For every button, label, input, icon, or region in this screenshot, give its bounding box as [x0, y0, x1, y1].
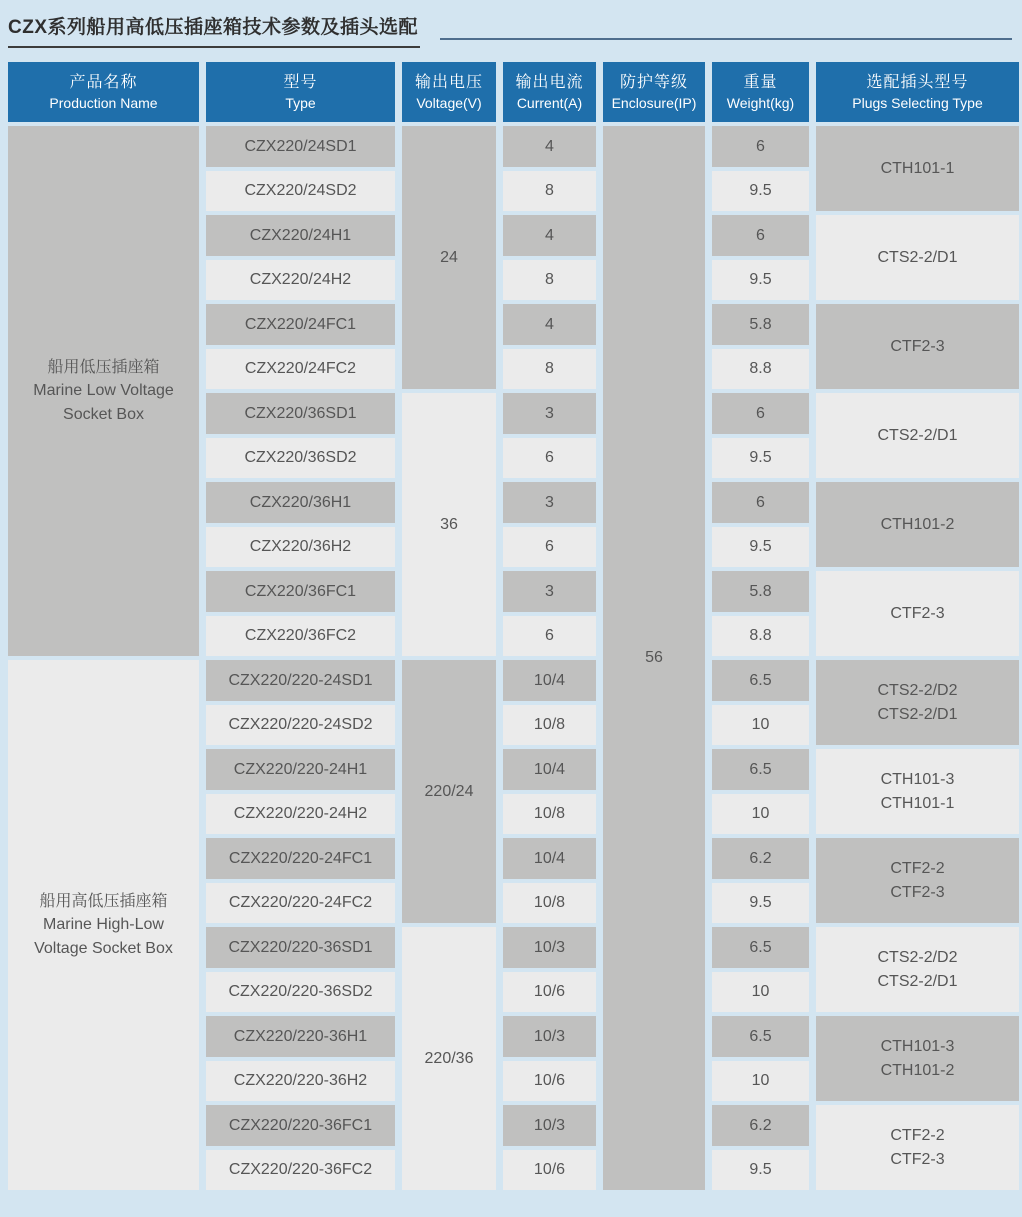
- current-cell-text: 4: [545, 315, 554, 333]
- plug-type-cell-text: CTS2-2/D1: [877, 426, 958, 444]
- plug-type-cell: [816, 215, 1019, 300]
- current-cell-text: 8: [545, 360, 554, 378]
- type-cell: [206, 393, 395, 434]
- plug-type-cell: [816, 393, 1019, 478]
- weight-cell-text: 6: [756, 137, 765, 155]
- spec-table: [8, 62, 1019, 1190]
- column-header-en: Weight(kg): [726, 95, 795, 112]
- column-header-voltage: [402, 62, 496, 122]
- weight-cell-text: 6.2: [749, 849, 772, 867]
- current-cell: [503, 616, 596, 657]
- weight-cell: [712, 927, 809, 968]
- column-header-zh: 防护等级: [619, 73, 688, 91]
- weight-cell: [712, 126, 809, 167]
- product-name-cell: [8, 126, 199, 656]
- plug-type-cell-text: CTS2-2/D1: [877, 972, 958, 990]
- plug-type-cell: [816, 660, 1019, 745]
- current-cell-text: 10/6: [533, 983, 566, 1001]
- type-cell: [206, 927, 395, 968]
- type-cell-text: CZX220/220-24FC1: [228, 849, 373, 867]
- current-cell: [503, 927, 596, 968]
- column-header-enclosure: [603, 62, 705, 122]
- product-name-cell-text: Voltage Socket Box: [34, 939, 173, 957]
- column-header-zh: 产品名称: [69, 73, 138, 91]
- current-cell-text: 3: [545, 493, 554, 511]
- type-cell: [206, 215, 395, 256]
- current-cell-text: 10/8: [533, 805, 566, 823]
- voltage-cell-text: 220/36: [424, 1049, 474, 1067]
- current-cell: [503, 393, 596, 434]
- type-cell: [206, 705, 395, 746]
- type-cell: [206, 304, 395, 345]
- current-cell-text: 10/8: [533, 894, 566, 912]
- column-header-zh: 输出电流: [515, 73, 584, 91]
- plug-type-cell: [816, 1105, 1019, 1190]
- plug-type-cell-text: CTF2-3: [890, 604, 945, 622]
- current-cell: [503, 1016, 596, 1057]
- type-cell-text: CZX220/220-36SD1: [228, 938, 373, 956]
- type-cell-text: CZX220/36SD1: [244, 404, 357, 422]
- current-cell-text: 10/3: [533, 1027, 566, 1045]
- current-cell-text: 10/4: [533, 760, 566, 778]
- type-cell-text: CZX220/220-24FC2: [228, 894, 373, 912]
- weight-cell: [712, 1105, 809, 1146]
- type-cell-text: CZX220/24SD2: [244, 182, 357, 200]
- type-cell: [206, 1105, 395, 1146]
- type-cell-text: CZX220/24FC1: [244, 315, 357, 333]
- plug-type-cell: [816, 838, 1019, 923]
- current-cell: [503, 883, 596, 924]
- type-cell-text: CZX220/220-36FC1: [228, 1116, 373, 1134]
- weight-cell-text: 6: [756, 226, 765, 244]
- weight-cell: [712, 794, 809, 835]
- weight-cell: [712, 527, 809, 568]
- type-cell: [206, 794, 395, 835]
- current-cell: [503, 705, 596, 746]
- plug-type-cell-text: CTF2-2: [890, 860, 945, 878]
- current-cell: [503, 304, 596, 345]
- weight-cell: [712, 972, 809, 1013]
- type-cell-text: CZX220/220-24H1: [233, 760, 368, 778]
- type-cell: [206, 1061, 395, 1102]
- type-cell-text: CZX220/24H1: [249, 226, 352, 244]
- type-cell-text: CZX220/36FC2: [244, 627, 357, 645]
- type-cell-text: CZX220/36H2: [249, 538, 352, 556]
- current-cell: [503, 794, 596, 835]
- column-header-current: [503, 62, 596, 122]
- weight-cell-text: 5.8: [749, 582, 772, 600]
- weight-cell: [712, 393, 809, 434]
- type-cell: [206, 571, 395, 612]
- column-header-zh: 重量: [743, 73, 778, 91]
- type-cell-text: CZX220/220-24H2: [233, 805, 368, 823]
- weight-cell-text: 6.2: [749, 1116, 772, 1134]
- current-cell: [503, 260, 596, 301]
- column-header-zh: 输出电压: [414, 73, 483, 91]
- weight-cell-text: 9.5: [749, 271, 772, 289]
- current-cell: [503, 349, 596, 390]
- plug-type-cell: [816, 927, 1019, 1012]
- type-cell: [206, 838, 395, 879]
- current-cell: [503, 438, 596, 479]
- weight-cell-text: 6: [756, 404, 765, 422]
- weight-cell-text: 8.8: [749, 627, 772, 645]
- weight-cell: [712, 349, 809, 390]
- plug-type-cell: [816, 571, 1019, 656]
- plug-type-cell: [816, 126, 1019, 211]
- plug-type-cell-text: CTF2-2: [890, 1127, 945, 1145]
- weight-cell-text: 6.5: [749, 1027, 772, 1045]
- weight-cell: [712, 1016, 809, 1057]
- type-cell-text: CZX220/220-36SD2: [228, 983, 373, 1001]
- weight-cell-text: 8.8: [749, 360, 772, 378]
- type-cell-text: CZX220/220-24SD1: [228, 671, 373, 689]
- column-header-en: Production Name: [49, 95, 158, 112]
- voltage-cell-text: 220/24: [424, 782, 474, 800]
- plug-type-cell-text: CTF2-3: [890, 337, 945, 355]
- column-header-en: Enclosure(IP): [611, 95, 697, 112]
- weight-cell-text: 6.5: [749, 671, 772, 689]
- weight-cell-text: 6.5: [749, 938, 772, 956]
- weight-cell: [712, 571, 809, 612]
- weight-cell-text: 10: [751, 716, 770, 734]
- type-cell: [206, 171, 395, 212]
- column-header-production-name: [8, 62, 199, 122]
- current-cell: [503, 660, 596, 701]
- current-cell-text: 10/3: [533, 938, 566, 956]
- weight-cell-text: 5.8: [749, 315, 772, 333]
- plug-type-cell: [816, 482, 1019, 567]
- type-cell: [206, 972, 395, 1013]
- column-header-type: [206, 62, 395, 122]
- plug-type-cell: [816, 1016, 1019, 1101]
- weight-cell: [712, 883, 809, 924]
- weight-cell: [712, 749, 809, 790]
- current-cell: [503, 527, 596, 568]
- plug-type-cell: [816, 304, 1019, 389]
- type-cell: [206, 349, 395, 390]
- weight-cell-text: 9.5: [749, 449, 772, 467]
- current-cell-text: 10/4: [533, 849, 566, 867]
- weight-cell: [712, 705, 809, 746]
- product-name-cell-text: Socket Box: [63, 405, 144, 423]
- weight-cell: [712, 482, 809, 523]
- current-cell-text: 3: [545, 582, 554, 600]
- product-name-cell: [8, 660, 199, 1190]
- column-header-weight: [712, 62, 809, 122]
- current-cell-text: 10/8: [533, 716, 566, 734]
- current-cell: [503, 215, 596, 256]
- column-header-plugs: [816, 62, 1019, 122]
- type-cell: [206, 260, 395, 301]
- current-cell-text: 6: [545, 449, 554, 467]
- current-cell: [503, 171, 596, 212]
- current-cell-text: 4: [545, 226, 554, 244]
- voltage-cell: [402, 927, 496, 1190]
- weight-cell: [712, 304, 809, 345]
- column-header-en: Voltage(V): [416, 95, 482, 112]
- voltage-cell-text: 24: [440, 248, 458, 266]
- plug-type-cell-text: CTH101-3: [880, 771, 955, 789]
- weight-cell: [712, 616, 809, 657]
- plug-type-cell-text: CTF2-3: [890, 1150, 945, 1168]
- plug-type-cell-text: CTS2-2/D1: [877, 705, 958, 723]
- current-cell-text: 8: [545, 182, 554, 200]
- type-cell: [206, 438, 395, 479]
- page-title-row: [8, 12, 1012, 48]
- type-cell-text: CZX220/36H1: [249, 493, 352, 511]
- weight-cell-text: 6.5: [749, 760, 772, 778]
- current-cell: [503, 1061, 596, 1102]
- column-header-en: Plugs Selecting Type: [852, 95, 983, 112]
- voltage-cell: [402, 126, 496, 389]
- current-cell-text: 10/6: [533, 1161, 566, 1179]
- current-cell-text: 10/6: [533, 1072, 566, 1090]
- type-cell: [206, 527, 395, 568]
- current-cell: [503, 972, 596, 1013]
- plug-type-cell-text: CTF2-3: [890, 883, 945, 901]
- current-cell-text: 3: [545, 404, 554, 422]
- weight-cell: [712, 260, 809, 301]
- product-name-cell-text: Marine High-Low: [43, 916, 164, 934]
- weight-cell: [712, 171, 809, 212]
- weight-cell-text: 10: [751, 1072, 770, 1090]
- current-cell-text: 10/4: [533, 671, 566, 689]
- type-cell-text: CZX220/220-36H1: [233, 1027, 368, 1045]
- type-cell: [206, 883, 395, 924]
- weight-cell-text: 10: [751, 805, 770, 823]
- type-cell: [206, 482, 395, 523]
- weight-cell: [712, 1061, 809, 1102]
- plug-type-cell-text: CTH101-3: [880, 1038, 955, 1056]
- type-cell-text: CZX220/36FC1: [244, 582, 357, 600]
- column-header-en: Current(A): [516, 95, 583, 112]
- plug-type-cell-text: CTH101-1: [880, 794, 955, 812]
- type-cell-text: CZX220/24FC2: [244, 360, 357, 378]
- weight-cell-text: 9.5: [749, 1161, 772, 1179]
- plug-type-cell-text: CTH101-2: [880, 515, 955, 533]
- voltage-cell: [402, 660, 496, 923]
- type-cell-text: CZX220/24H2: [249, 271, 352, 289]
- plug-type-cell-text: CTH101-1: [880, 159, 955, 177]
- type-cell: [206, 1016, 395, 1057]
- plug-type-cell-text: CTS2-2/D1: [877, 248, 958, 266]
- current-cell: [503, 1105, 596, 1146]
- column-header-zh: 选配插头型号: [866, 73, 969, 91]
- current-cell-text: 4: [545, 137, 554, 155]
- weight-cell-text: 9.5: [749, 894, 772, 912]
- weight-cell-text: 10: [751, 983, 770, 1001]
- type-cell: [206, 1150, 395, 1191]
- weight-cell-text: 9.5: [749, 182, 772, 200]
- product-name-cell-text: 船用高低压插座箱: [39, 893, 168, 911]
- plug-type-cell-text: CTS2-2/D2: [877, 949, 958, 967]
- type-cell-text: CZX220/24SD1: [244, 137, 357, 155]
- current-cell: [503, 126, 596, 167]
- enclosure-cell: [603, 126, 705, 1190]
- type-cell-text: CZX220/36SD2: [244, 449, 357, 467]
- weight-cell-text: 6: [756, 493, 765, 511]
- current-cell: [503, 1150, 596, 1191]
- weight-cell: [712, 438, 809, 479]
- page-title: CZX系列船用高低压插座箱技术参数及插头选配: [8, 12, 420, 48]
- weight-cell-text: 9.5: [749, 538, 772, 556]
- type-cell: [206, 660, 395, 701]
- current-cell-text: 6: [545, 627, 554, 645]
- current-cell-text: 6: [545, 538, 554, 556]
- current-cell: [503, 838, 596, 879]
- type-cell-text: CZX220/220-36FC2: [228, 1161, 373, 1179]
- voltage-cell: [402, 393, 496, 656]
- column-header-en: Type: [285, 95, 316, 112]
- weight-cell: [712, 1150, 809, 1191]
- weight-cell: [712, 215, 809, 256]
- enclosure-cell-text: 56: [645, 649, 663, 667]
- current-cell: [503, 571, 596, 612]
- title-rule-line: [440, 38, 1012, 40]
- weight-cell: [712, 660, 809, 701]
- plug-type-cell-text: CTS2-2/D2: [877, 682, 958, 700]
- current-cell: [503, 482, 596, 523]
- type-cell: [206, 616, 395, 657]
- plug-type-cell: [816, 749, 1019, 834]
- voltage-cell-text: 36: [440, 515, 458, 533]
- current-cell: [503, 749, 596, 790]
- weight-cell: [712, 838, 809, 879]
- column-header-zh: 型号: [283, 73, 318, 91]
- current-cell-text: 8: [545, 271, 554, 289]
- product-name-cell-text: Marine Low Voltage: [33, 382, 174, 400]
- type-cell: [206, 749, 395, 790]
- type-cell: [206, 126, 395, 167]
- plug-type-cell-text: CTH101-2: [880, 1061, 955, 1079]
- type-cell-text: CZX220/220-24SD2: [228, 716, 373, 734]
- type-cell-text: CZX220/220-36H2: [233, 1072, 368, 1090]
- product-name-cell-text: 船用低压插座箱: [47, 359, 160, 377]
- current-cell-text: 10/3: [533, 1116, 566, 1134]
